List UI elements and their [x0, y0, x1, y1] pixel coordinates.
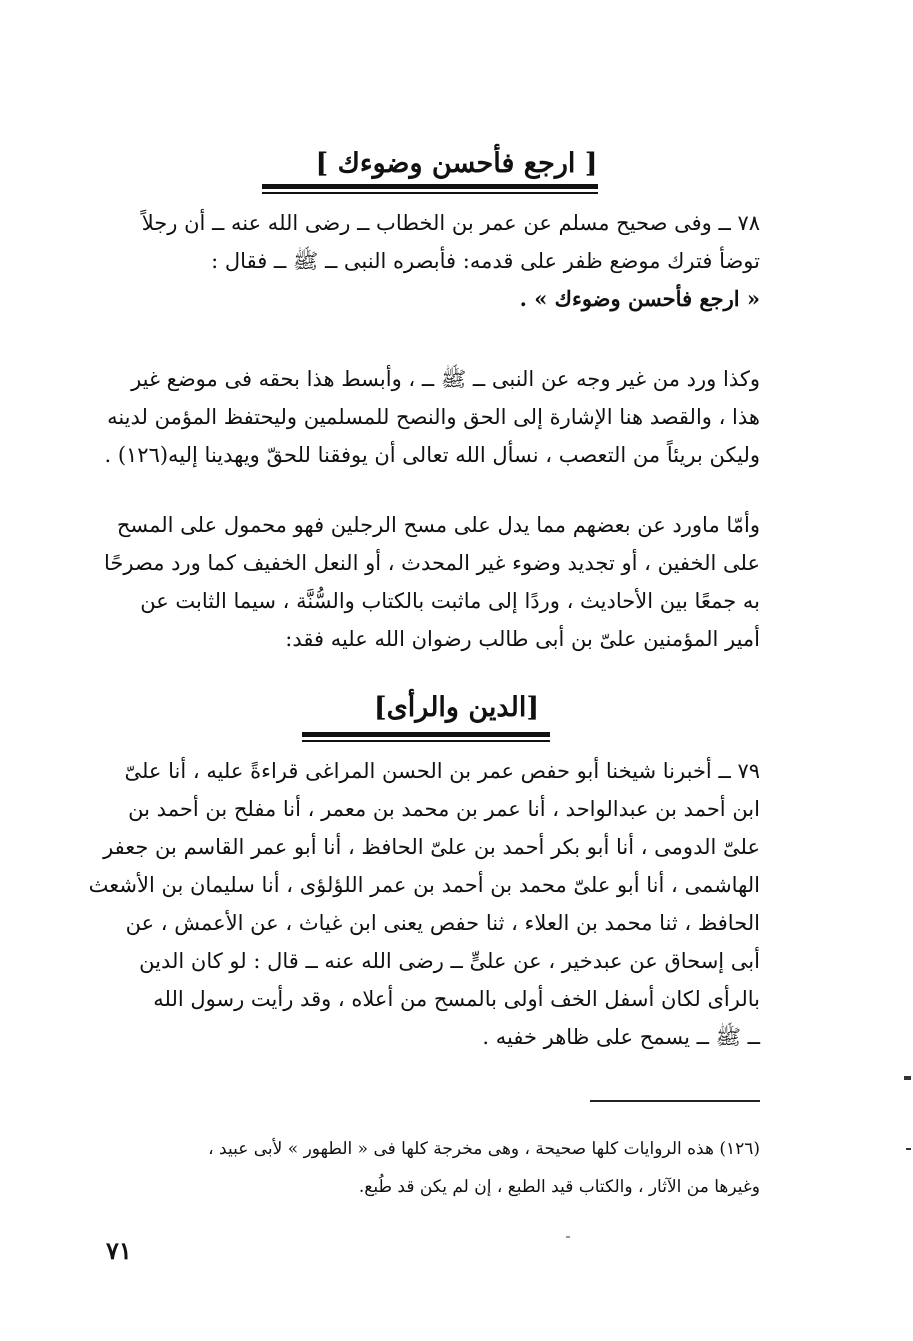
- heading-rule-thick-1: [262, 184, 598, 189]
- footnote: [98, 1130, 760, 1206]
- paragraph-78: [98, 204, 760, 318]
- paragraph-commentary: [98, 360, 760, 474]
- heading-rule-thin-1: [262, 192, 598, 194]
- text-line: ابن أحمد بن عبدالواحد ، أنا عمر بن محمد بن معمر ، أنا مفلح بن أحمد بن: [128, 797, 760, 821]
- section-heading-2: [الدين والرأى]: [373, 692, 540, 723]
- page-number: ٧١: [106, 1236, 132, 1265]
- paragraph-feet-wiping: [98, 506, 760, 658]
- heading-rule-thin-2: [302, 740, 550, 742]
- text-line: أمير المؤمنين علىّ بن أبى طالب رضوان الله عليه فقد:: [285, 627, 760, 651]
- scan-speck: [906, 1148, 911, 1150]
- paragraph-79: [88, 752, 760, 1056]
- text-line: ــ ﷺ ــ يسمح على ظاهر خفيه .: [482, 1025, 760, 1049]
- text-line: علىّ الدومى ، أنا أبو بكر أحمد بن علىّ الحافظ ، أنا أبو عمر القاسم بن جعفر: [103, 835, 760, 859]
- text-line: أبى إسحاق عن عبدخير ، عن علىٍّ ــ رضى الله عنه ــ قال : لو كان الدين: [139, 949, 760, 973]
- text-line: هذا ، والقصد هنا الإشارة إلى الحق والنصح للمسلمين وليحتفظ المؤمن لدينه: [107, 405, 760, 429]
- text-line: الهاشمى ، أنا أبو علىّ محمد بن أحمد بن عمر اللؤلؤى ، أنا سليمان بن الأشعث: [88, 873, 760, 897]
- section-heading-1: [ ارجع فأحسن وضوءك ]: [315, 148, 598, 179]
- scan-speck: [566, 1236, 570, 1238]
- text-line: على الخفين ، أو تجديد وضوء غير المحدث ، أو النعل الخفيف كما ورد مصرحًا: [104, 551, 760, 575]
- text-line: توضأ فترك موضع ظفر على قدمه: فأبصره النبى ــ ﷺ ــ فقال :: [211, 249, 760, 273]
- footnote-line: (١٢٦) هذه الروايات كلها صحيحة ، وهى مخرجة كلها فى « الطهور » لأبى عبيد ،: [208, 1139, 760, 1159]
- heading-rule-thick-2: [302, 732, 550, 737]
- text-line: وأمّا ماورد عن بعضهم مما يدل على مسح الرجلين فهو محمول على المسح: [116, 513, 760, 537]
- text-line: ٧٨ ــ وفى صحيح مسلم عن عمر بن الخطاب ــ رضى الله عنه ــ أن رجلاً: [141, 211, 760, 235]
- scan-speck: [904, 1076, 911, 1080]
- text-line: الحافظ ، ثنا محمد بن العلاء ، ثنا حفص يعنى ابن غياث ، عن الأعمش ، عن: [125, 911, 760, 935]
- text-line: وليكن بريئاً من التعصب ، نسأل الله تعالى أن يوفقنا للحقّ ويهدينا إليه(١٢٦) .: [104, 443, 760, 467]
- footnote-line: وغيرها من الآثار ، والكتاب قيد الطبع ، إن لم يكن قد طُبع.: [358, 1177, 760, 1197]
- text-line: وكذا ورد من غير وجه عن النبى ــ ﷺ ــ ، وأبسط هذا بحقه فى موضع غير: [131, 367, 760, 391]
- footnote-separator: [590, 1100, 760, 1102]
- text-line: « ارجع فأحسن وضوءك » .: [519, 286, 760, 311]
- text-line: بالرأى لكان أسفل الخف أولى بالمسح من أعلاه ، وقد رأيت رسول الله: [153, 987, 760, 1011]
- text-line: ٧٩ ــ أخبرنا شيخنا أبو حفص عمر بن الحسن المراغى قراءةً عليه ، أنا علىّ: [124, 759, 760, 783]
- text-line: به جمعًا بين الأحاديث ، وردًا إلى ماثبت بالكتاب والسُّنَّة ، سيما الثابت عن: [140, 589, 760, 613]
